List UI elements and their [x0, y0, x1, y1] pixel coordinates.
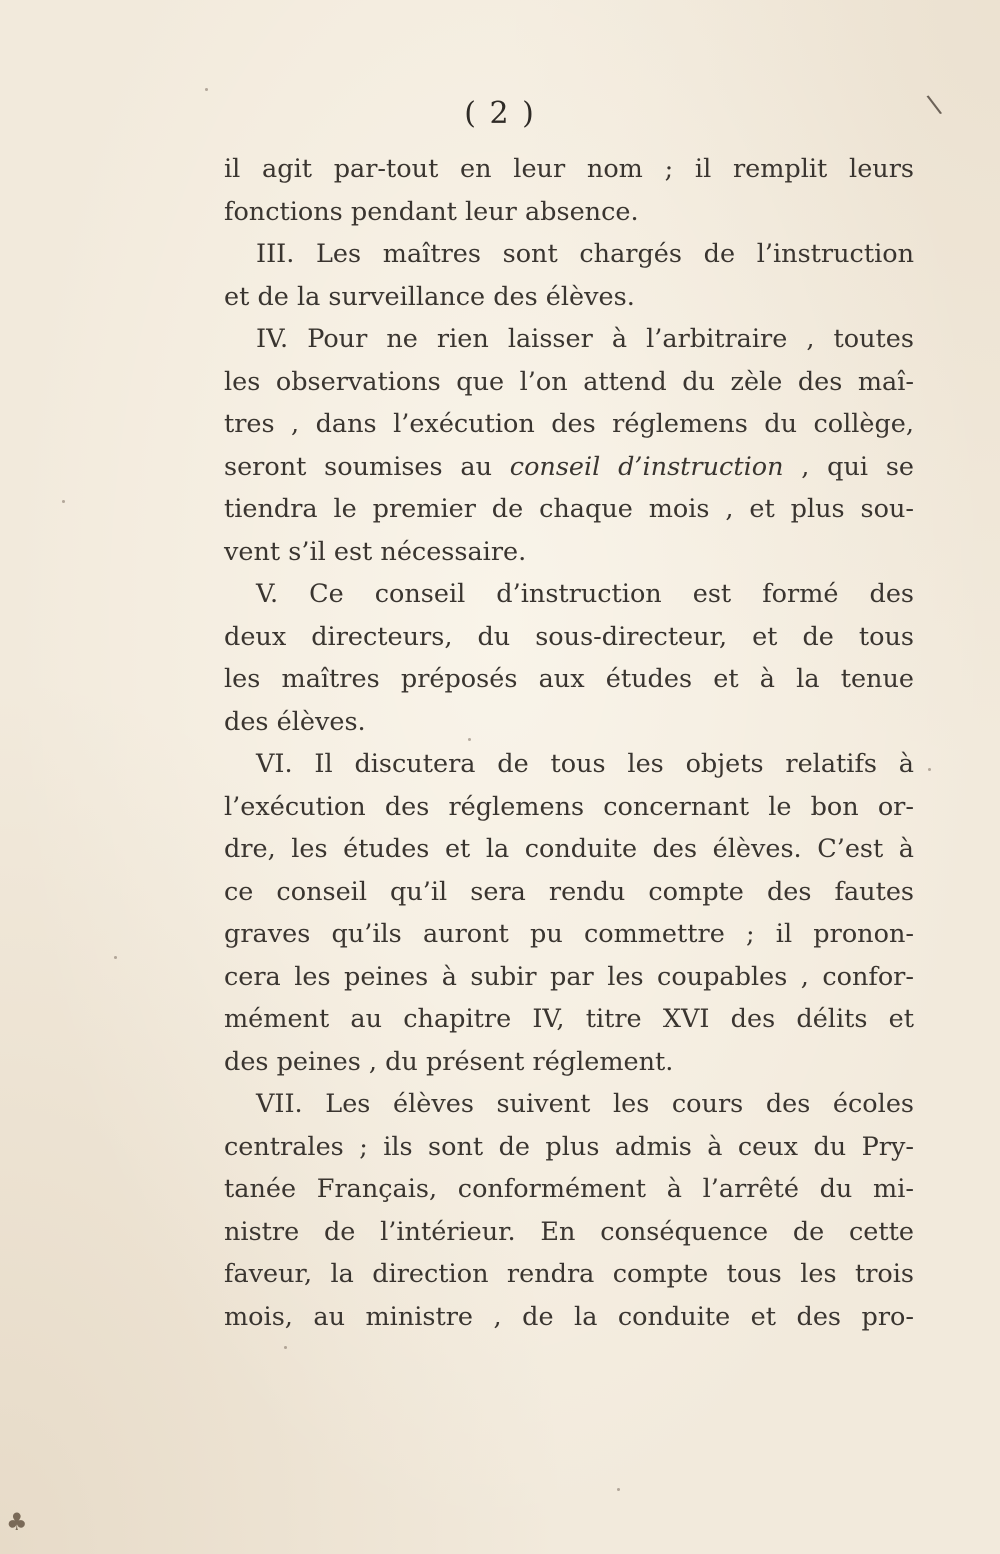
- text-line-with-italic: [224, 446, 914, 489]
- paper-mark: \: [925, 89, 944, 121]
- text-line: faveur, la direction rendra compte tous les trois: [224, 1259, 914, 1289]
- text-line: il agit par-tout en leur nom ; il remplit leurs: [224, 154, 914, 184]
- paper-speck: [468, 738, 471, 741]
- article-v-start: V. Ce conseil d’instruction est formé des: [256, 579, 914, 609]
- paper-speck: [114, 956, 117, 959]
- page-number: ( 2 ): [464, 96, 536, 131]
- body-text: [224, 148, 914, 1338]
- text-line: des peines , du présent réglement.: [224, 1046, 674, 1077]
- paper-speck: [617, 1488, 620, 1491]
- paper-speck: [928, 768, 931, 771]
- paper-speck: [62, 500, 65, 503]
- text-line: tiendra le premier de chaque mois , et plus sou-: [224, 494, 914, 524]
- text-line: tanée Français, conformément à l’arrêté du mi-: [224, 1174, 914, 1204]
- text-line: graves qu’ils auront pu commettre ; il pronon-: [224, 919, 914, 949]
- text-segment: seront soumises au: [224, 451, 510, 482]
- text-line: l’exécution des réglemens concernant le bon or-: [224, 791, 914, 822]
- text-line: fonctions pendant leur absence.: [224, 196, 639, 227]
- article-iii-start: III. Les maîtres sont chargés de l’instruction: [256, 239, 914, 269]
- paper-speck: [284, 1346, 287, 1349]
- text-line: les observations que l’on attend du zèle des maî-: [224, 366, 914, 397]
- italic-term: conseil d’instruction: [509, 451, 784, 482]
- paper-stain: ♣: [6, 1508, 28, 1536]
- text-line: les maîtres préposés aux études et à la tenue: [224, 664, 914, 694]
- text-line: mois, au ministre , de la conduite et des pro-: [224, 1301, 914, 1332]
- text-segment: , qui se: [783, 451, 914, 482]
- text-line: nistre de l’intérieur. En conséquence de cette: [224, 1216, 914, 1247]
- text-line: centrales ; ils sont de plus admis à ceux du Pry-: [224, 1131, 914, 1162]
- text-line: dre, les études et la conduite des élèves. C’est à: [224, 834, 914, 864]
- text-line: des élèves.: [224, 706, 366, 737]
- paper-speck: [205, 88, 208, 91]
- text-line: ce conseil qu’il sera rendu compte des fautes: [224, 876, 914, 907]
- text-line: vent s’il est nécessaire.: [224, 536, 527, 567]
- article-vii-start: VII. Les élèves suivent les cours des écoles: [256, 1089, 914, 1119]
- article-vi-start: VI. Il discutera de tous les objets relatifs à: [256, 749, 914, 779]
- text-line: et de la surveillance des élèves.: [224, 281, 635, 312]
- text-line: mément au chapitre IV, titre XVI des délits et: [224, 1004, 914, 1034]
- text-line: cera les peines à subir par les coupables , confor-: [224, 961, 914, 992]
- text-line: deux directeurs, du sous-directeur, et de tous: [224, 621, 914, 652]
- text-line: tres , dans l’exécution des réglemens du collège,: [224, 409, 914, 439]
- article-iv-start: IV. Pour ne rien laisser à l’arbitraire , toutes: [256, 324, 914, 354]
